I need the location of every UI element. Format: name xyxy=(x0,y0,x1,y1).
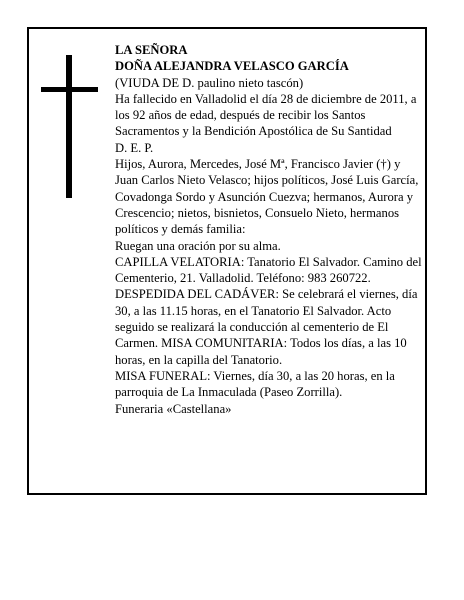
obituary-notice xyxy=(27,27,427,495)
death-paragraph: Ha fallecido en Valladolid el día 28 de diciembre de 2011, a los 92 años de edad, después de recibir los Santos Sacramentos y la Bendición Apostólica de Su Santidad xyxy=(115,91,417,139)
prayer-request: Ruegan una oración por su alma. xyxy=(115,238,281,253)
chapel-paragraph: CAPILLA VELATORIA: Tanatorio El Salvador. Camino del Cementerio, 21. Valladolid. Teléfono: 983 260722. xyxy=(115,254,422,286)
notice-title-line1: LA SEÑORA xyxy=(115,43,188,57)
funeral-mass-paragraph: MISA FUNERAL: Viernes, día 30, a las 20 horas, en la parroquia de La Inmaculada (Paseo Zorrilla). xyxy=(115,368,395,400)
cross-vertical-bar xyxy=(66,55,72,198)
notice-text-block xyxy=(115,42,423,417)
widow-line: (VIUDA DE D. paulino nieto tascón) xyxy=(115,75,304,90)
farewell-paragraph: DESPEDIDA DEL CADÁVER: Se celebrará el viernes, día 30, a las 11.15 horas, en el Tanatorio El Salvador. Acto seguido se realizará la conducción al cementerio de El Carmen. MISA COMUNITARIA: Todos los días, a las 10 horas, en la capilla del Tanatorio. xyxy=(115,287,418,367)
rip-line: D. E. P. xyxy=(115,140,154,155)
funeral-home: Funeraria «Castellana» xyxy=(115,401,232,416)
latin-cross-icon xyxy=(41,55,98,198)
deceased-name: DOÑA ALEJANDRA VELASCO GARCÍA xyxy=(115,59,349,74)
cross-horizontal-bar xyxy=(41,87,98,92)
family-paragraph: Hijos, Aurora, Mercedes, José Mª, Francisco Javier (†) y Juan Carlos Nieto Velasco; hijos políticos, José Luis García, Covadonga Sordo y Asunción Cuezva; hermanos, Aurora y Crescencio; nietos, bisnietos, Consuelo Nieto, hermanos políticos y demás familia: xyxy=(115,157,419,237)
